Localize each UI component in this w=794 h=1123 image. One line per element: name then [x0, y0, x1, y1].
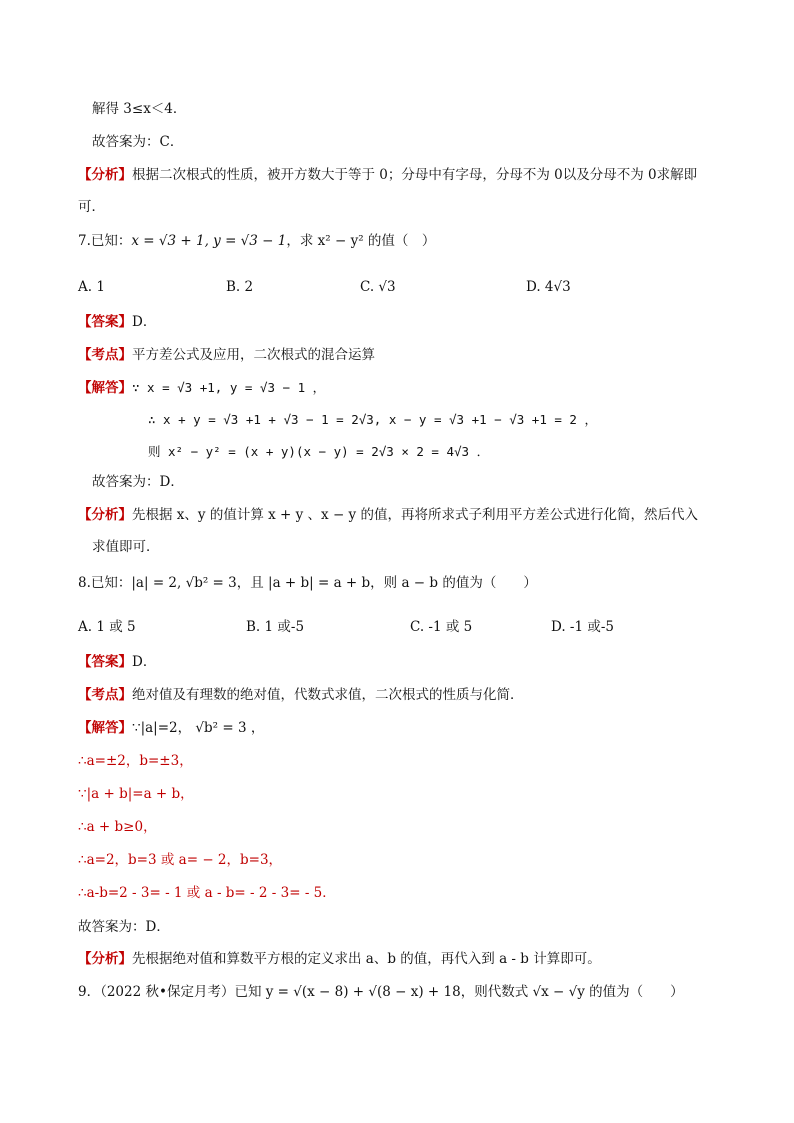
question-8: 8.已知：|a| = 2, √b² = 3，且 |a + b| = a + b，则 a − b 的值为（ ） [78, 575, 537, 591]
q7-option-c: C. √3 [360, 279, 396, 295]
line-answer-c: 故答案为：C． [92, 134, 184, 150]
q8-solution-3: ∵|a + b|=a + b， [78, 786, 194, 802]
line-solve-result: 解得 3≤x＜4． [92, 101, 187, 117]
q8-answer: 【答案】D． [78, 654, 157, 670]
q7-answer: 【答案】D． [78, 314, 157, 330]
q7-keypoint: 【考点】平方差公式及应用，二次根式的混合运算 [78, 347, 375, 363]
analysis-6-cont: 可． [78, 199, 105, 215]
q8-option-d: D. -1 或-5 [551, 619, 615, 635]
q8-answer-line: 故答案为：D． [78, 919, 170, 935]
q8-option-a: A. 1 或 5 [78, 619, 136, 635]
q7-solution-3: 则 x² − y² = (x + y)(x − y) = 2√3 × 2 = 4√3 ． [148, 444, 490, 459]
question-7: 7.已知：x = √3 + 1, y = √3 − 1，求 x² − y² 的值（ ） [78, 233, 436, 249]
q7-option-a: A. 1 [78, 279, 105, 295]
q7-option-d: D. 4√3 [526, 279, 571, 295]
q7-answer-line: 故答案为：D． [92, 474, 184, 490]
q7-analysis-2: 求值即可． [92, 539, 160, 555]
q8-solution-1: 【解答】∵|a|=2， √b² = 3 ， [78, 720, 265, 736]
q8-option-c: C. -1 或 5 [410, 619, 473, 635]
q8-solution-4: ∴a + b≥0， [78, 819, 157, 835]
q7-option-b: B. 2 [226, 279, 254, 295]
q8-analysis: 【分析】先根据绝对值和算数平方根的定义求出 a、b 的值，再代入到 a - b 计算即可。 [78, 951, 601, 967]
q8-keypoint: 【考点】绝对值及有理数的绝对值，代数式求值，二次根式的性质与化简． [78, 687, 524, 703]
question-9: 9．（2022 秋•保定月考）已知 y = √(x − 8) + √(8 − x) + 18，则代数式 √x − √y 的值为（ ） [78, 984, 684, 1000]
q7-solution-1: 【解答】∵ x = √3 +1, y = √3 − 1 ， [78, 380, 326, 396]
analysis-6: 【分析】根据二次根式的性质，被开方数大于等于 0；分母中有字母，分母不为 0以及分母不为 0求解即 [78, 167, 698, 183]
q7-analysis-1: 【分析】先根据 x、y 的值计算 x + y 、x − y 的值，再将所求式子利用平方差公式进行化简，然后代入 [78, 507, 698, 523]
q8-solution-5: ∴a=2，b=3 或 a= − 2，b=3， [78, 852, 283, 868]
q8-solution-6: ∴a-b=2 - 3= - 1 或 a - b= - 2 - 3= - 5． [78, 885, 336, 901]
q8-option-b: B. 1 或-5 [246, 619, 305, 635]
q8-solution-2: ∴a=±2，b=±3， [78, 753, 193, 769]
q7-solution-2: ∴ x + y = √3 +1 + √3 − 1 = 2√3, x − y = √3 +1 − √3 +1 = 2 ， [148, 412, 597, 427]
